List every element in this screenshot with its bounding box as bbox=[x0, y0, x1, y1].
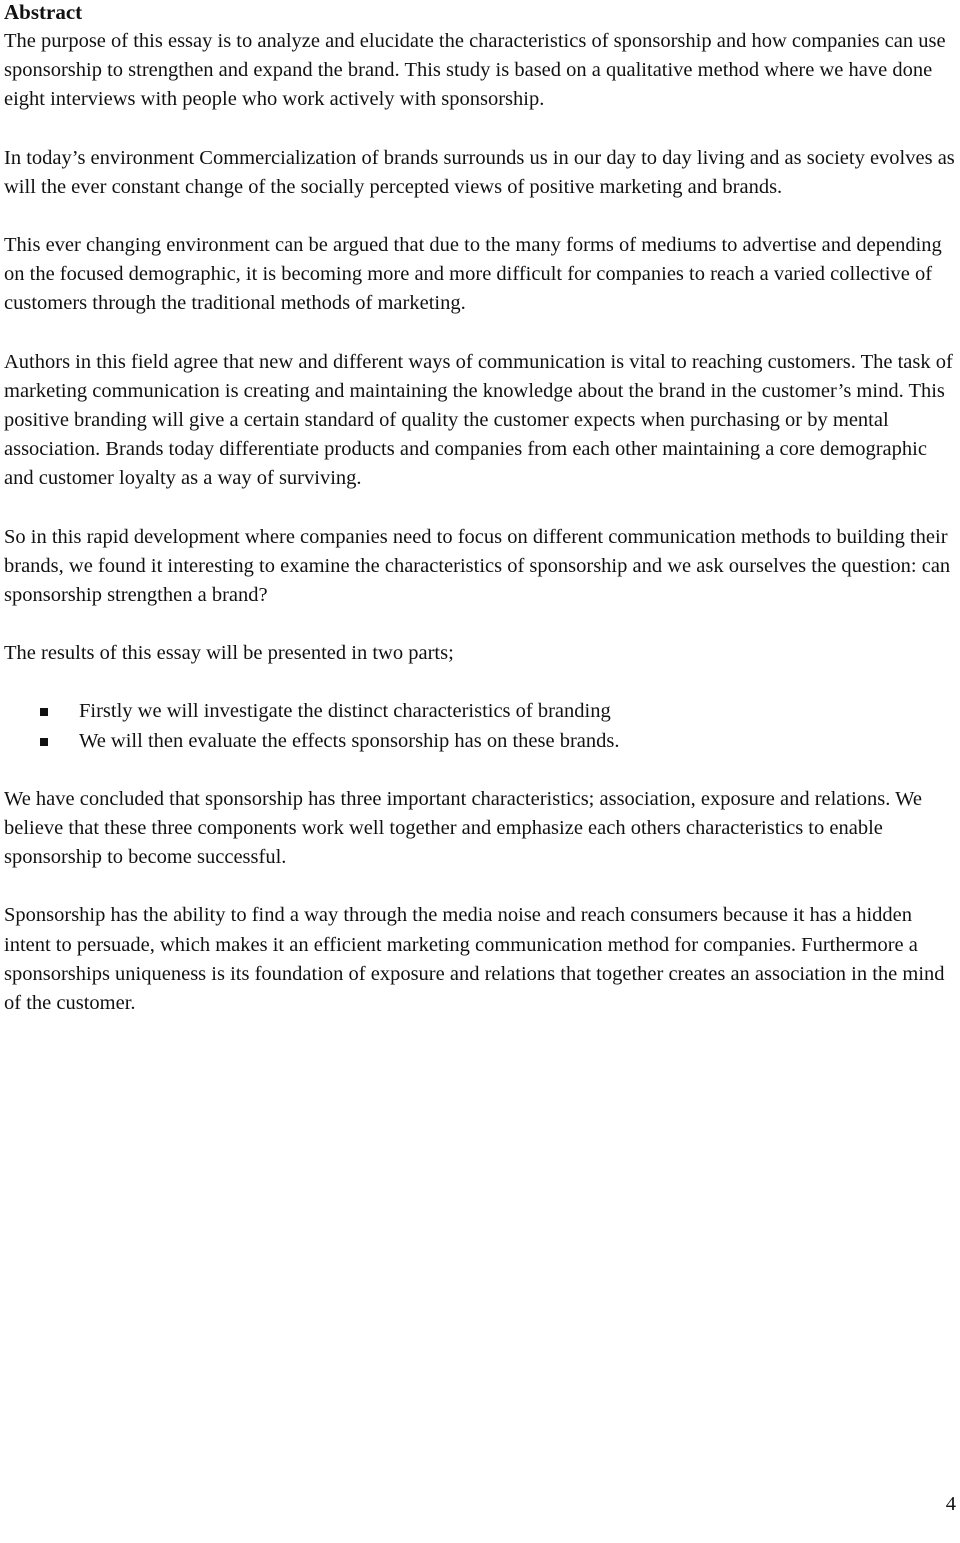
list-item bbox=[4, 697, 958, 726]
paragraph-authors: Authors in this field agree that new and different ways of communication is vital to reaching customers. The task of marketing communication is creating and maintaining the knowledge about the brand in the customer’s mind. This positive branding will give a certain standard of quality the customer expects when purchasing or by mental association. Brands today differentiate products and companies from each other maintaining a core demographic and customer loyalty as a way of surviving. bbox=[4, 350, 953, 490]
paragraph-results-intro: The results of this essay will be presented in two parts; bbox=[4, 642, 454, 665]
paragraph-sponsorship-ability: Sponsorship has the ability to find a way through the media noise and reach consumers because it has a hidden intent to persuade, which makes it an efficient marketing communication method for companies. Furthermore a sponsorships uniqueness is its foundation of exposure and relations that together creates an association in the mind of the customer. bbox=[4, 904, 945, 1015]
section-heading: Abstract bbox=[4, 0, 83, 24]
document-page bbox=[4, 0, 958, 1018]
results-bullet-list bbox=[4, 697, 958, 755]
list-item-text: We will then evaluate the effects sponsorship has on these brands. bbox=[79, 729, 620, 752]
square-bullet-icon bbox=[40, 738, 48, 746]
paragraph-changing-environment: This ever changing environment can be argued that due to the many forms of mediums to advertise and depending on the focused demographic, it is becoming more and more difficult for companies to reach a varied collective of customers through the traditional methods of marketing. bbox=[4, 234, 942, 315]
paragraph-environment: In today’s environment Commercialization of brands surrounds us in our day to day living and as society evolves as will the ever constant change of the socially percepted views of positive marketing and brands. bbox=[4, 146, 955, 198]
square-bullet-icon bbox=[40, 708, 48, 716]
paragraph-rapid-development: So in this rapid development where companies need to focus on different communication methods to building their brands, we found it interesting to examine the characteristics of sponsorship and we ask ourselves the question: can sponsorship strengthen a brand? bbox=[4, 525, 951, 607]
paragraph-purpose: The purpose of this essay is to analyze and elucidate the characteristics of sponsorship and how companies can use sponsorship to strengthen and expand the brand. This study is based on a qualitative method where we have done eight interviews with people who work actively with sponsorship. bbox=[4, 30, 946, 111]
list-item bbox=[4, 727, 958, 756]
page-number: 4 bbox=[945, 1493, 956, 1515]
paragraph-conclusion: We have concluded that sponsorship has three important characteristics; association, exposure and relations. We believe that these three components work well together and emphasize each others characteristics to enable sponsorship to become successful. bbox=[4, 787, 922, 869]
list-item-text: Firstly we will investigate the distinct characteristics of branding bbox=[79, 700, 611, 723]
